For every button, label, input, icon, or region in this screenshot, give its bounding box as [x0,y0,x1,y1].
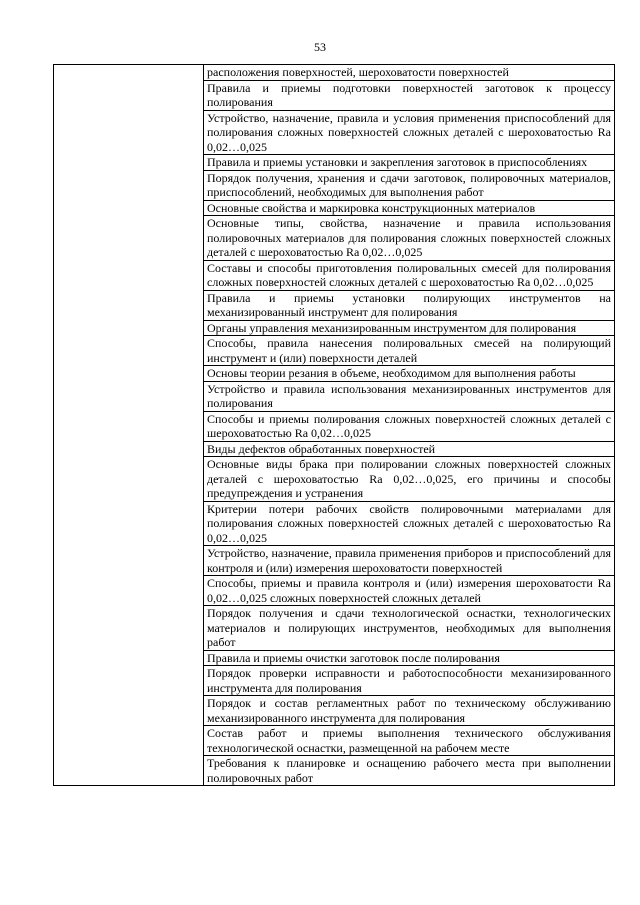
table-cell: Основные виды брака при полировании сложных поверхностей сложных деталей с шероховатостью Ra 0,02…0,025, его причины и способы предупреждения и устранения [204,457,615,502]
table-cell: Требования к планировке и оснащению рабочего места при выполнении полировочных работ [204,756,615,786]
table-cell: Способы, правила нанесения полировальных смесей на полирующий инструмент и (или) поверхности деталей [204,336,615,366]
page-number: 53 [314,40,326,54]
table-cell: Порядок проверки исправности и работоспособности механизированного инструмента для полирования [204,666,615,696]
table-cell: расположения поверхностей, шероховатости поверхностей [204,65,615,81]
table-cell: Порядок получения, хранения и сдачи заготовок, полировочных материалов, приспособлений, необходимых для выполнения работ [204,170,615,200]
table-cell: Правила и приемы очистки заготовок после полирования [204,650,615,666]
table-cell: Правила и приемы установки и закрепления заготовок в приспособлениях [204,155,615,171]
table-cell: Правила и приемы подготовки поверхностей заготовок к процессу полирования [204,80,615,110]
table-cell: Способы и приемы полирования сложных поверхностей сложных деталей с шероховатостью Ra 0,02…0,025 [204,411,615,441]
table-cell: Способы, приемы и правила контроля и (или) измерения шероховатости Ra 0,02…0,025 сложных поверхностей сложных деталей [204,576,615,606]
table-cell: Органы управления механизированным инструментом для полирования [204,320,615,336]
table-cell: Виды дефектов обработанных поверхностей [204,441,615,457]
table-cell: Критерии потери рабочих свойств полировочными материалами для полирования сложных поверхностей сложных деталей с шероховатостью Ra 0,02…0,025 [204,501,615,546]
table-cell: Состав работ и приемы выполнения технического обслуживания технологической оснастки, размещенной на рабочем месте [204,726,615,756]
table-cell: Устройство и правила использования механизированных инструментов для полирования [204,381,615,411]
table-cell: Основные свойства и маркировка конструкционных материалов [204,200,615,216]
knowledge-requirements-table [53,64,615,786]
table-cell: Устройство, назначение, правила и условия применения приспособлений для полирования сложных поверхностей сложных деталей с шероховатостью Ra 0,02…0,025 [204,110,615,155]
table-cell: Основы теории резания в объеме, необходимом для выполнения работы [204,366,615,382]
table-row [54,65,615,81]
table-cell: Порядок получения и сдачи технологической оснастки, технологических материалов и полирующих инструментов, необходимых для выполнения работ [204,606,615,651]
table-cell: Составы и способы приготовления полировальных смесей для полирования сложных поверхностей сложных деталей с шероховатостью Ra 0,02…0,025 [204,260,615,290]
table-cell: Устройство, назначение, правила применения приборов и приспособлений для контроля и (или) измерения шероховатости поверхностей [204,546,615,576]
left-column-cell [54,65,204,786]
table-cell: Правила и приемы установки полирующих инструментов на механизированный инструмент для полирования [204,290,615,320]
table-cell: Основные типы, свойства, назначение и правила использования полировочных материалов для полирования сложных поверхностей сложных деталей с шероховатостью Ra 0,02…0,025 [204,216,615,261]
table-cell: Порядок и состав регламентных работ по техническому обслуживанию механизированного инструмента для полирования [204,696,615,726]
